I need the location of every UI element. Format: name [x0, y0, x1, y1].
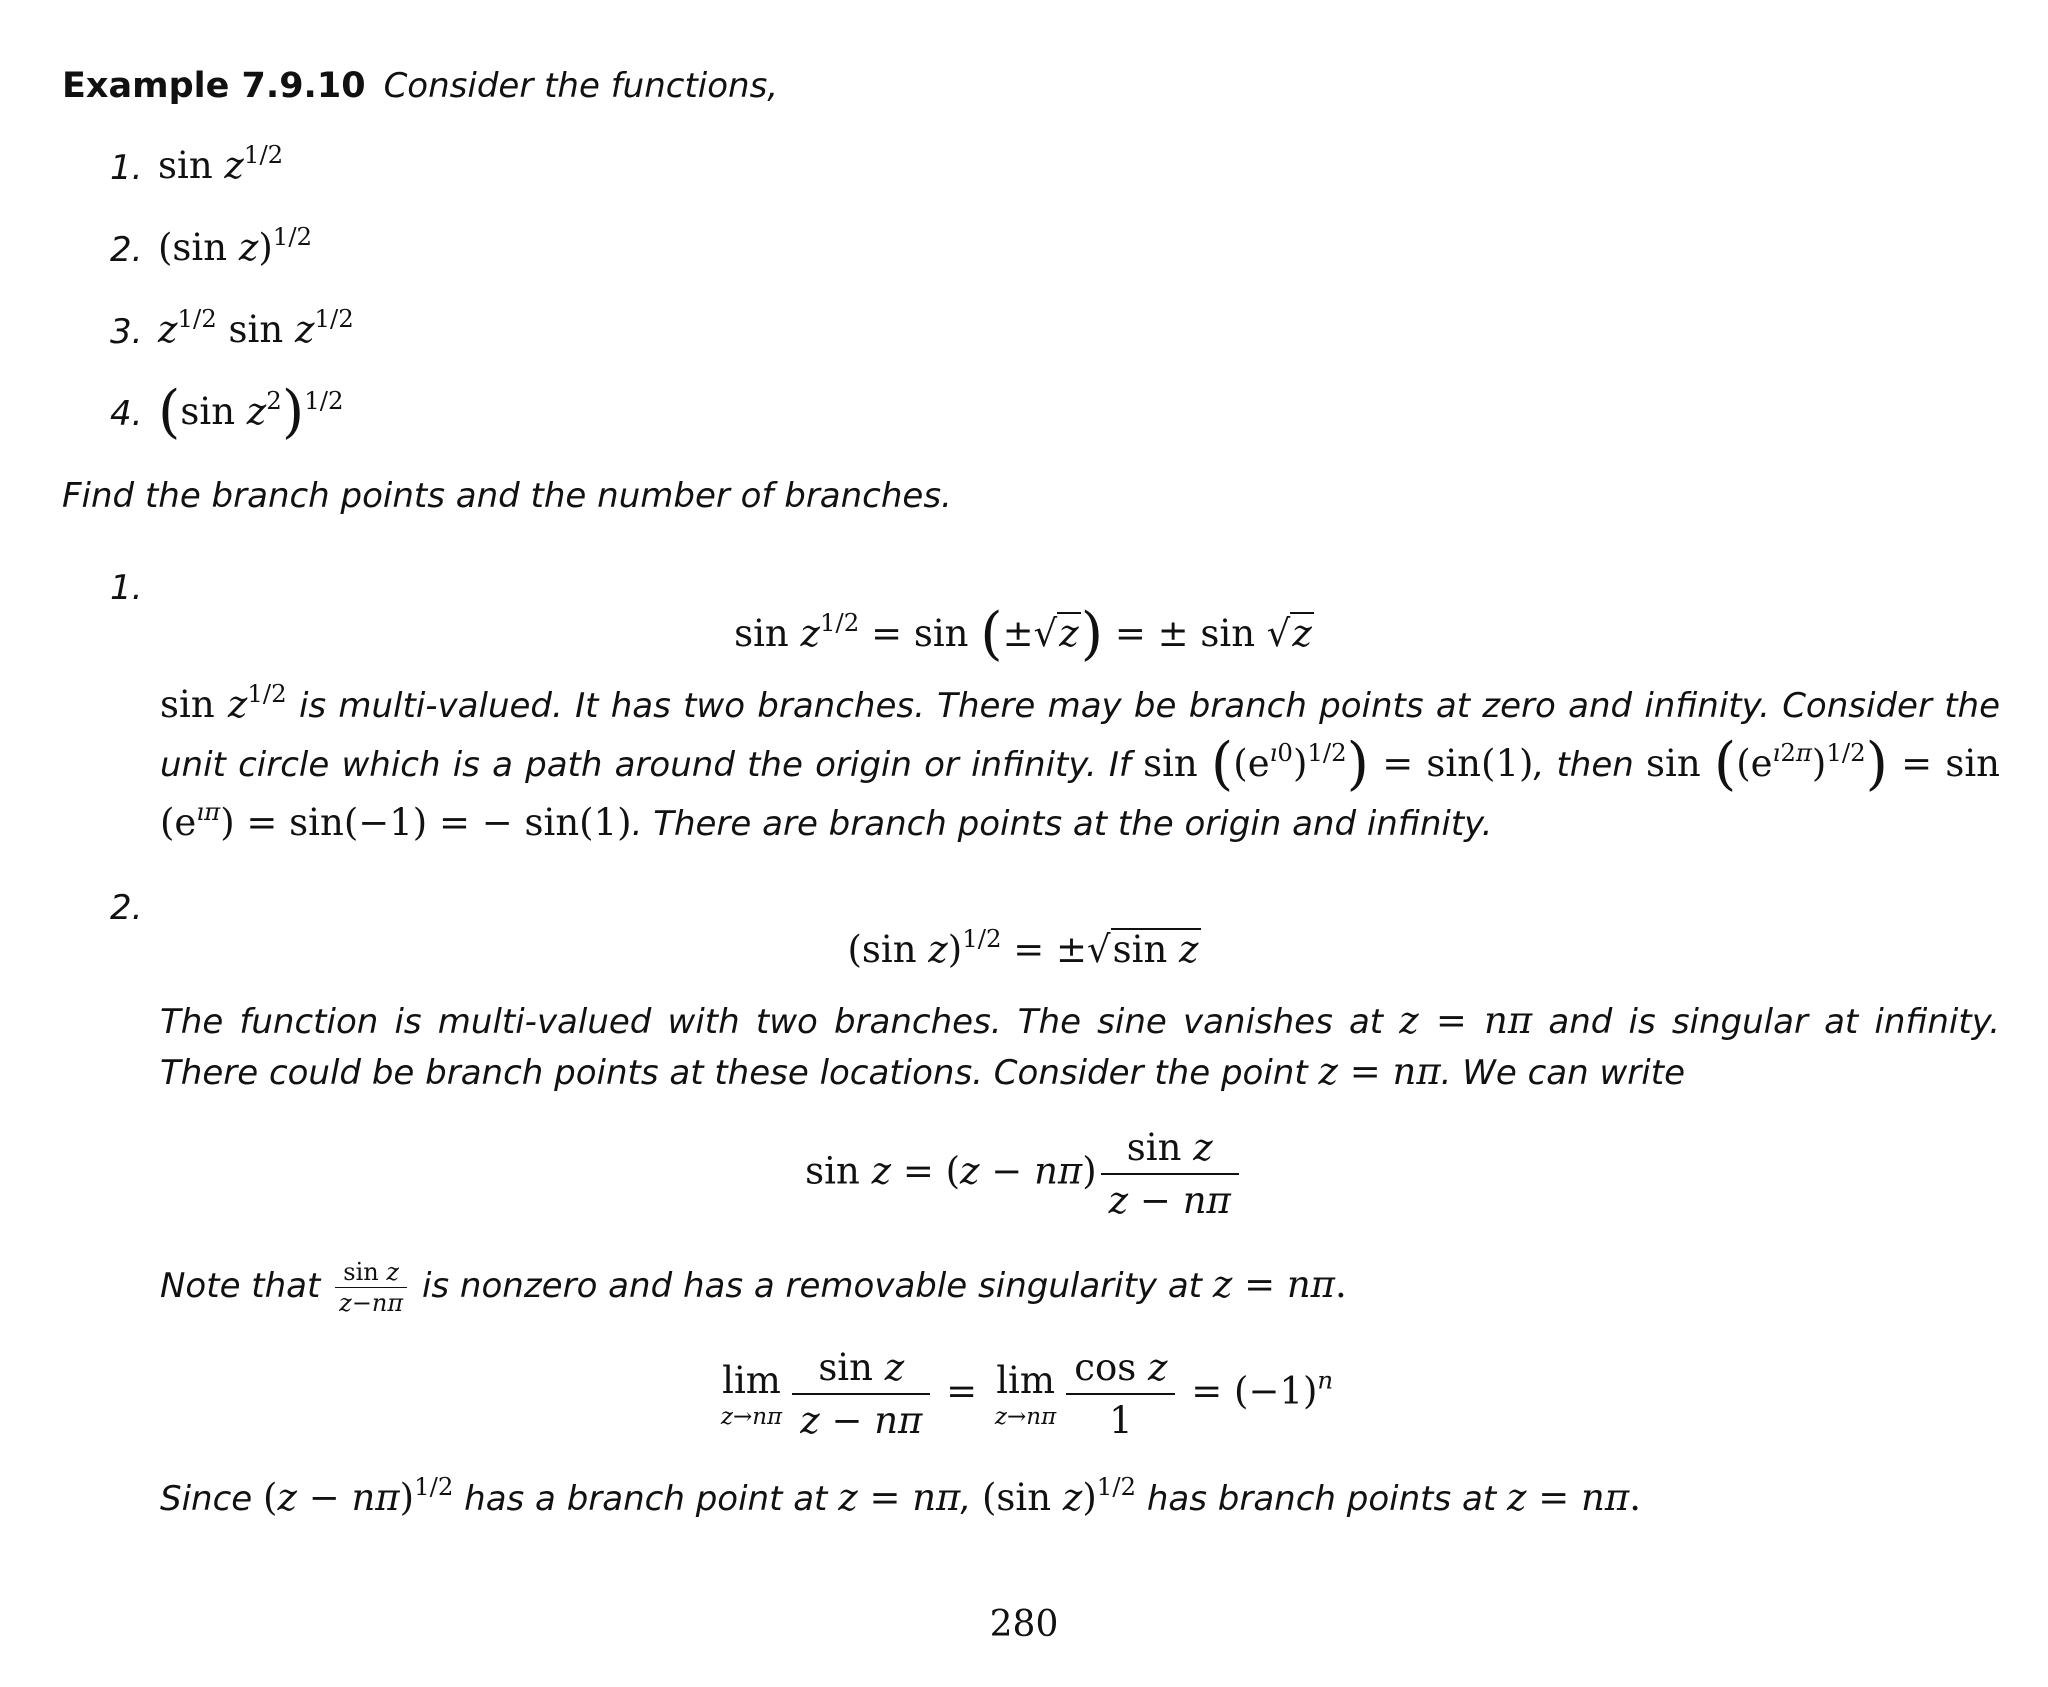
- part2-text-c: . We can write: [1440, 1053, 1685, 1093]
- part2-text-a: The function is multi-valued with two branches. The sine vanishes at: [160, 1002, 1400, 1042]
- function-4: (sin $z^2)^{1/2}$: [158, 377, 344, 445]
- part2-since-a: Since: [160, 1479, 263, 1519]
- function-number-1: 1.: [110, 148, 143, 188]
- part2-text-b: and is singular at infinity. There could be branch points at these locations. Consider the point: [160, 1002, 2000, 1093]
- part2-conclusion: Since $(z - n\pi)^{1/2}$ has a branch point at z = nπ, (sin z)$^{1/2}$ has branch points at z = nπ.: [160, 1471, 1641, 1519]
- question-text: Find the branch points and the number of branches.: [62, 476, 952, 516]
- part-number-1: 1.: [110, 568, 143, 608]
- equation-part2-limit: lim z→nπ $\frac{\text{sin z}}{z - n\pi}$ = lim z→nπ $\frac{\text{cos z}}{1}$ = $(-1)^n$: [720, 1346, 1334, 1442]
- part1-text-b: , then: [1533, 745, 1646, 785]
- part-number-2: 2.: [110, 888, 143, 928]
- function-number-2: 2.: [110, 230, 143, 270]
- page-number: 280: [989, 1604, 1059, 1645]
- equation-part2-root: (sin z)$^{1/2}$ = ±√sin z: [847, 923, 1199, 971]
- function-2: (sin z)$^{1/2}$: [158, 221, 313, 269]
- function-3: $z^{1/2}$ $\sin z^{1/2}$: [158, 303, 354, 351]
- part2-since-c: ,: [960, 1479, 982, 1519]
- part1-text-a: is multi-valued. It has two branches. There may be branch points at zero and infinity. Consider the unit circle which is a path around the origin or infinity. If: [160, 686, 2000, 785]
- example-heading: [62, 66, 778, 106]
- function-number-4: 4.: [110, 394, 143, 434]
- example-intro: Consider the functions,: [383, 66, 779, 106]
- part2-note: Note that $\frac{\text{sin z}}{z-n\pi}$ is nonzero and has a removable singularity at z = nπ.: [160, 1258, 1347, 1317]
- example-label: Example 7.9.10: [62, 66, 366, 106]
- part2-note-a: Note that: [160, 1266, 332, 1306]
- part2-note-b: is nonzero and has a removable singularity at: [411, 1266, 1213, 1306]
- part2-paragraph: The function is multi-valued with two branches. The sine vanishes at z = nπ and is singular at infinity. There could be branch points at these locations. Consider the point z = nπ. We can write: [160, 999, 2000, 1093]
- part2-since-d: has branch points at: [1136, 1479, 1507, 1519]
- equation-part2-factor: sin z = (z − nπ) $\frac{\text{sin z}}{z - n\pi}$: [0, 1126, 2048, 1222]
- part1-paragraph: $\sin z^{1/2}$ is multi-valued. It has two branches. There may be branch points at zero and infinity. Consider the unit circle which is a path around the origin or infinity. If $\sin ((e^{ı0})^{1/2}) = \sin(1)$, then $\sin ((e^{ı2\pi})^{1/2}) = \sin (e^{ı\pi}) = \sin(-1)$ = − sin(1). There are branch points at the origin and infinity.: [160, 678, 2000, 844]
- function-number-3: 3.: [110, 312, 143, 352]
- function-1: $\sin z^{1/2}$: [158, 139, 284, 187]
- part1-text-c: . There are branch points at the origin and infinity.: [631, 804, 1493, 844]
- equation-part1: $\sin z^{1/2} = \sin (\pm√z)$ = ± sin √z: [734, 599, 1312, 667]
- part2-since-b: has a branch point at: [453, 1479, 839, 1519]
